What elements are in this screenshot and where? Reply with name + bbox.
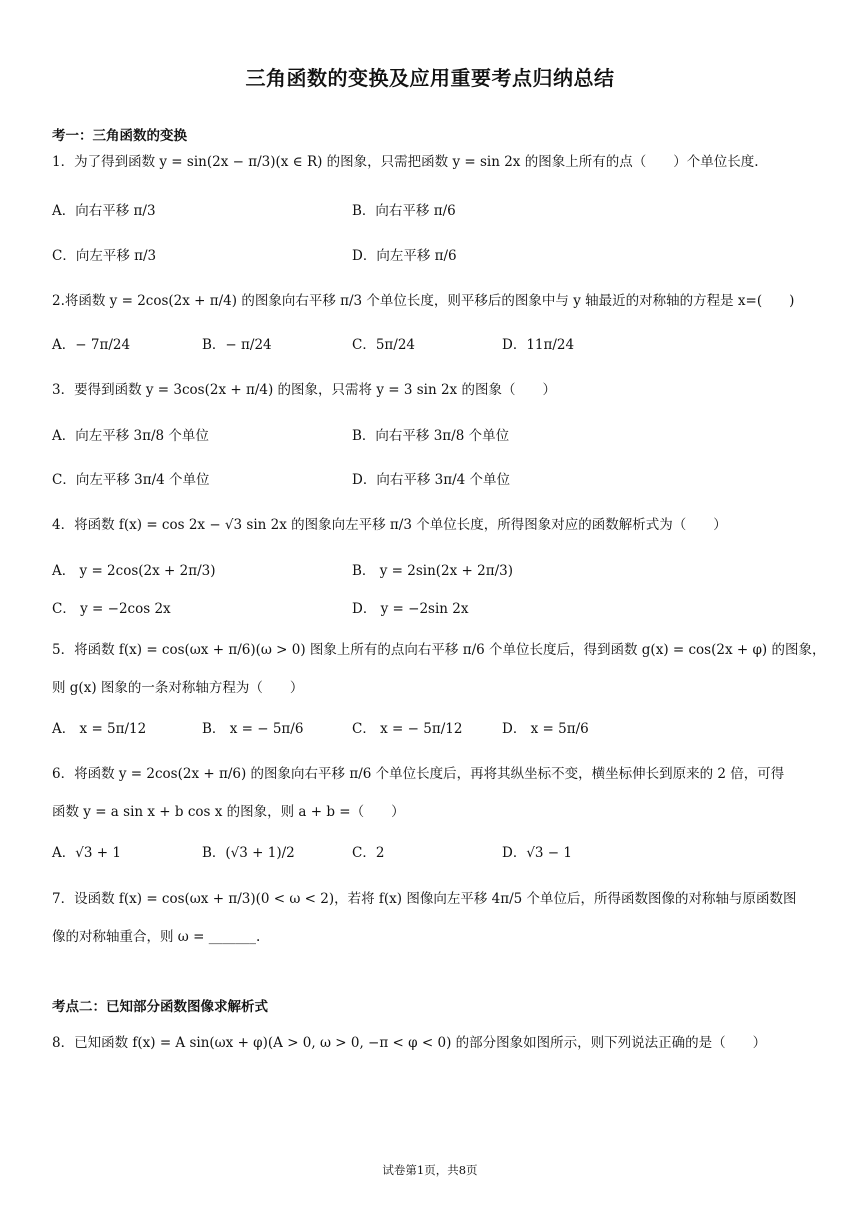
section-heading-1: 考一：三角函数的变换	[52, 128, 187, 144]
question-2-option-a: A．− 7π/24	[52, 337, 131, 353]
page-title: 三角函数的变换及应用重要考点归纳总结	[245, 66, 615, 90]
question-3-option-a: A．向左平移 3π/8 个单位	[52, 428, 209, 444]
question-3-stem: 3．要得到函数 y = 3cos(2x + π/4) 的图象，只需将 y = 3 sin 2x 的图象（ ）	[52, 382, 556, 398]
question-2-option-d: D．11π/24	[502, 337, 575, 353]
question-6-stem: 6．将函数 y = 2cos(2x + π/6) 的图象向右平移 π/6 个单位长度后，再将其纵坐标不变，横坐标伸长到原来的 2 倍，可得	[52, 766, 785, 782]
question-1-option-b: B．向右平移 π/6	[352, 203, 456, 219]
question-6-option-b: B．(√3 + 1)/2	[202, 845, 295, 861]
question-7-stem-continued: 像的对称轴重合，则 ω = _______.	[52, 929, 261, 945]
question-6-option-d: D．√3 − 1	[502, 845, 572, 861]
question-1-option-c: C．向左平移 π/3	[52, 248, 157, 264]
question-5-stem: 5．将函数 f(x) = cos(ωx + π/6)(ω > 0) 图象上所有的点向右平移 π/6 个单位长度后，得到函数 g(x) = cos(2x + φ) 的图象，	[52, 642, 826, 658]
question-5-stem-continued: 则 g(x) 图象的一条对称轴方程为（ ）	[52, 680, 304, 696]
section-heading-2: 考点二：已知部分函数图像求解析式	[52, 999, 268, 1015]
question-4-option-c: C． y = −2cos 2x	[52, 601, 171, 617]
question-5-option-d: D． x = 5π/6	[502, 721, 589, 737]
question-2-option-b: B．− π/24	[202, 337, 272, 353]
page-footer: 试卷第1页，共8页	[382, 1163, 478, 1177]
question-1-option-d: D．向左平移 π/6	[352, 248, 457, 264]
question-5-option-c: C． x = − 5π/12	[352, 721, 463, 737]
question-2-stem: 2.将函数 y = 2cos(2x + π/4) 的图象向右平移 π/3 个单位长度，则平移后的图象中与 y 轴最近的对称轴的方程是 x=( )	[52, 293, 795, 309]
question-6-option-c: C．2	[352, 845, 385, 861]
question-6-option-a: A．√3 + 1	[52, 845, 121, 861]
question-4-option-d: D． y = −2sin 2x	[352, 601, 469, 617]
question-3-option-c: C．向左平移 3π/4 个单位	[52, 472, 210, 488]
question-1-option-a: A．向右平移 π/3	[52, 203, 156, 219]
question-2-option-c: C．5π/24	[352, 337, 416, 353]
question-1-stem: 1．为了得到函数 y = sin(2x − π/3)(x ∈ R) 的图象，只需把函数 y = sin 2x 的图象上所有的点（ ）个单位长度.	[52, 154, 759, 170]
question-8-stem: 8．已知函数 f(x) = A sin(ωx + φ)(A > 0, ω > 0, −π < φ < 0) 的部分图象如图所示，则下列说法正确的是（ ）	[52, 1035, 767, 1051]
question-5-option-b: B． x = − 5π/6	[202, 721, 304, 737]
question-4-stem: 4．将函数 f(x) = cos 2x − √3 sin 2x 的图象向左平移 π/3 个单位长度，所得图象对应的函数解析式为（ ）	[52, 517, 727, 533]
question-6-stem-continued: 函数 y = a sin x + b cos x 的图象，则 a + b =（ ）	[52, 804, 405, 820]
question-5-option-a: A． x = 5π/12	[52, 721, 147, 737]
question-3-option-b: B．向右平移 3π/8 个单位	[352, 428, 510, 444]
question-4-option-b: B． y = 2sin(2x + 2π/3)	[352, 563, 513, 579]
question-4-option-a: A． y = 2cos(2x + 2π/3)	[52, 563, 216, 579]
question-3-option-d: D．向右平移 3π/4 个单位	[352, 472, 511, 488]
question-7-stem: 7．设函数 f(x) = cos(ωx + π/3)(0 < ω < 2)，若将 f(x) 图像向左平移 4π/5 个单位后，所得函数图像的对称轴与原函数图	[52, 891, 797, 907]
